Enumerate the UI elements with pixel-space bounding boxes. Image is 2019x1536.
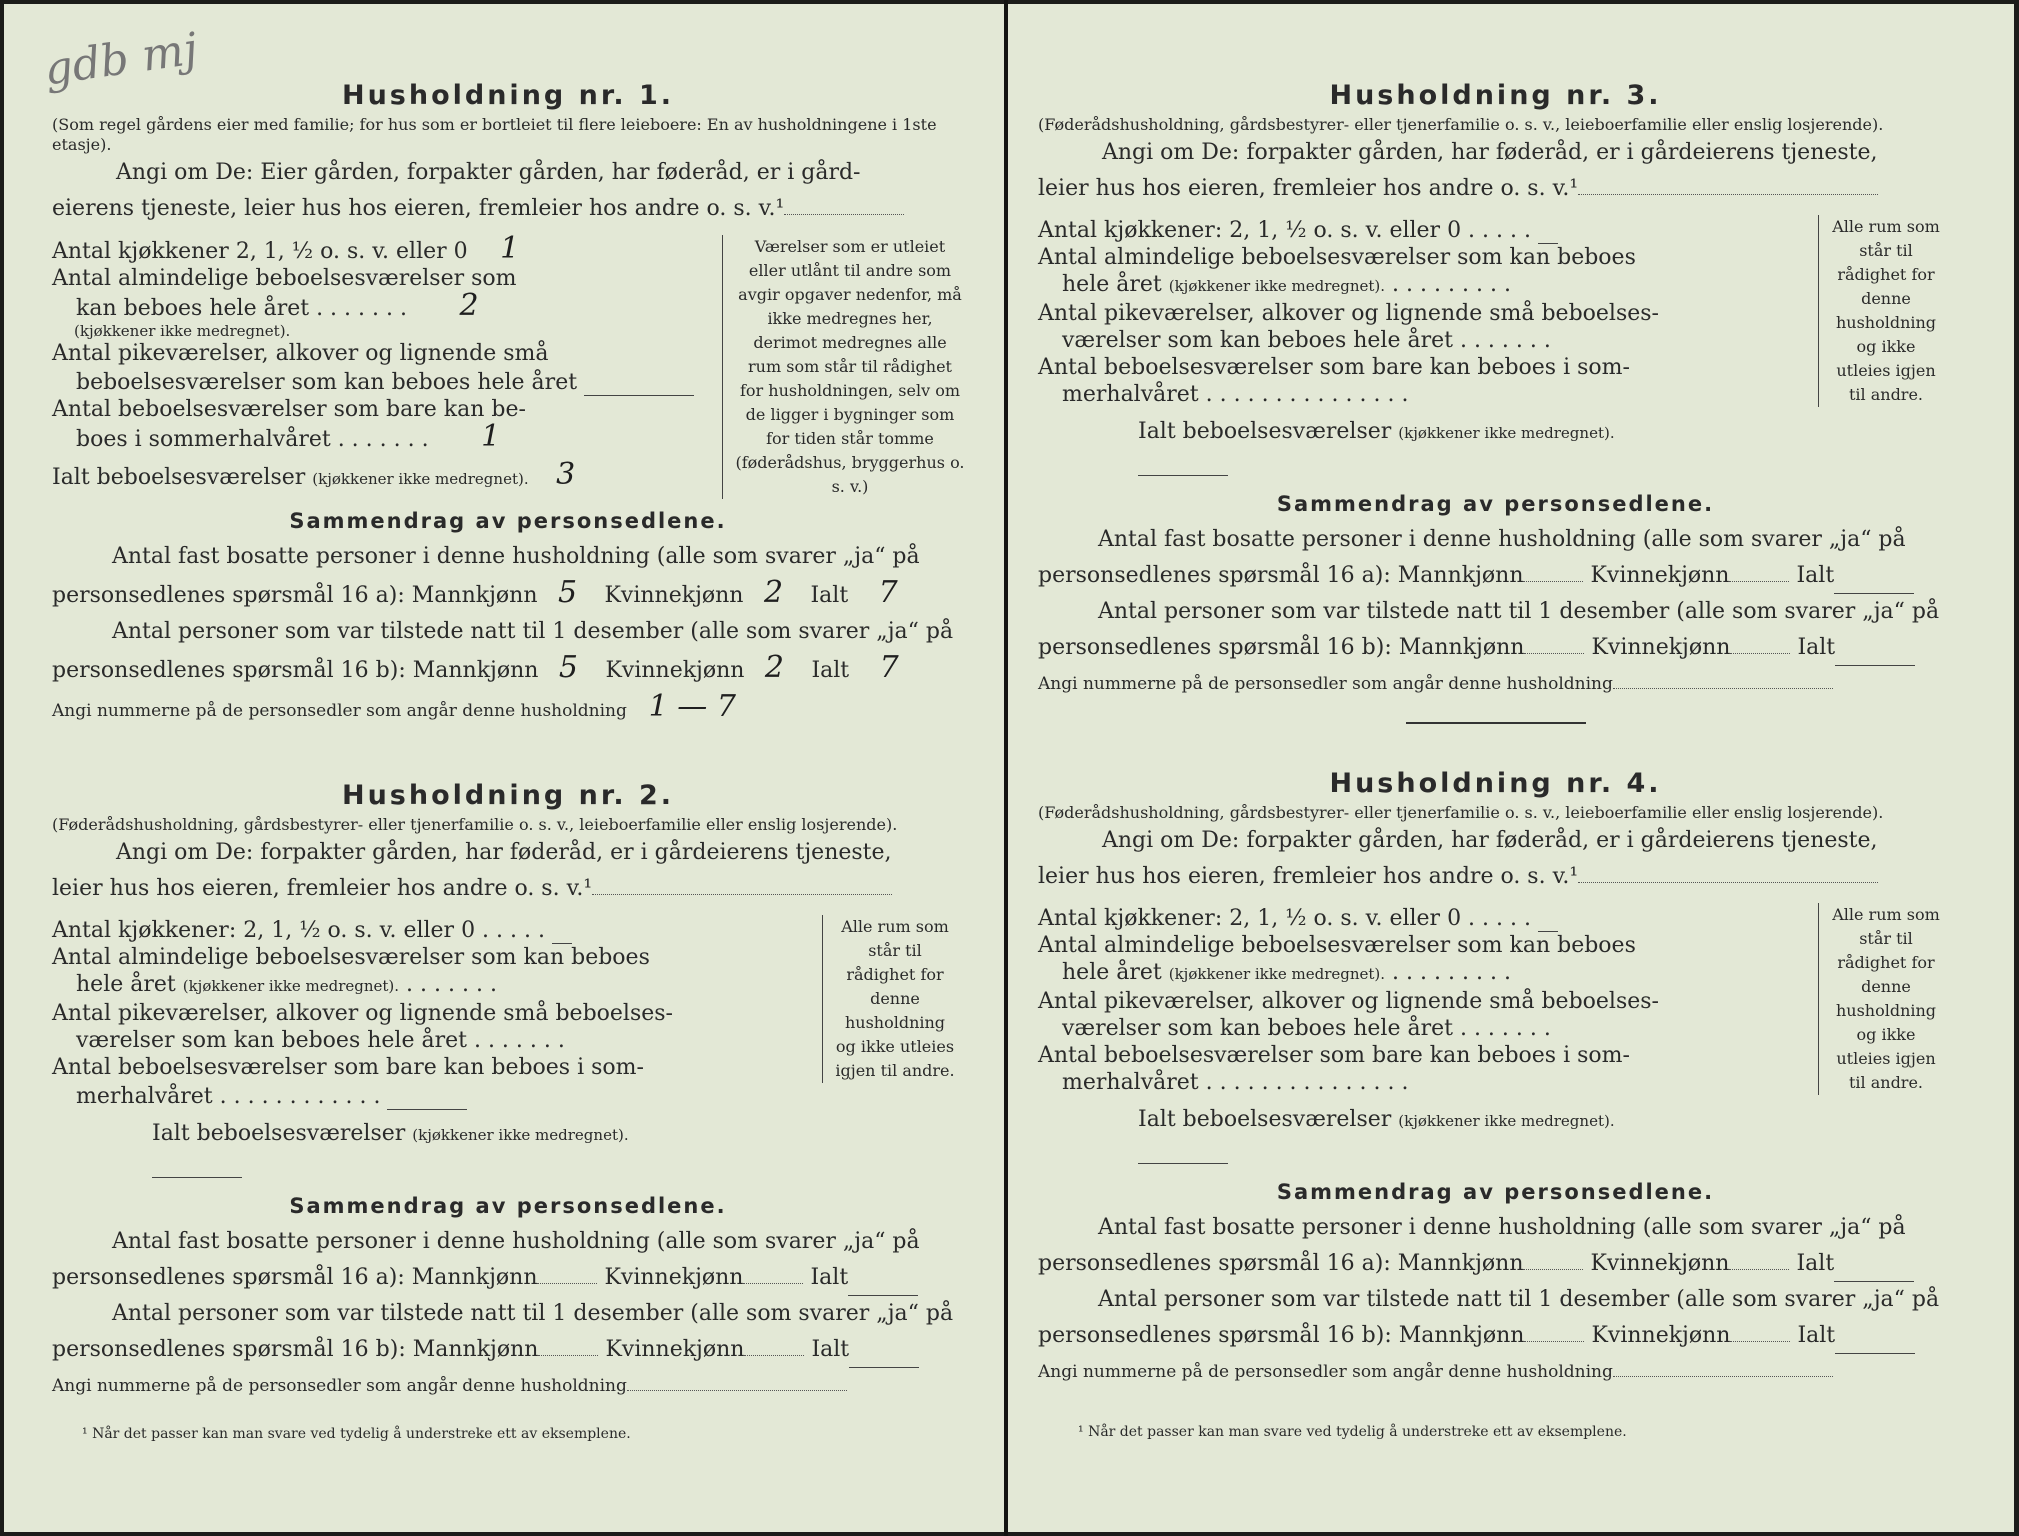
kitchens-row: Antal kjøkkener: 2, 1, ½ o. s. v. eller 0 . . . . .	[1038, 215, 1688, 244]
summary-title: Sammendrag av personsedlene.	[1276, 492, 1715, 516]
rooms-section: Antal kjøkkener: 2, 1, ½ o. s. v. eller 0 . . . . . Antal almindelige beboelsesværelser som kan beboes hele året (kjøkkener ikke medregnet). . . . . . . . . . Antal pikeværelser, alkover og lignende små beboelses- værelser som kan beboes hele året . . . . . . . Antal beboelsesværelser som bare kan beboes i som- merhalvåret . . . . . . . . . . . . . . . Ialt beboelsesværelser (kjøkkener ikke medregnet). Alle rum som står til rådighet for denne husholdning og ikke utleies igjen til andre.	[1038, 215, 1953, 476]
kitchens-row: Antal kjøkkener: 2, 1, ½ o. s. v. eller 0 . . . . .	[52, 915, 702, 944]
summer-rooms-row: Antal beboelsesværelser som bare kan beboes i som-	[52, 1055, 644, 1080]
summer-rooms-row: Antal beboelsesværelser som bare kan beboes i som-	[1038, 1043, 1630, 1068]
household-3: Husholdning nr. 3. (Føderådshusholdning, gårdsbestyrer- eller tjenerfamilie o. s. v., leieboerfamilie eller enslig losjerende). Angi om De: forpakter gården, har føderåd, er i gårdeierens tjeneste, leier hus hos eieren, fremleier hos andre o. s. v.¹ Antal kjøkkener: 2, 1, ½ o. s. v. eller 0 . . . . . Antal almindelige beboelsesværelser som kan beboes hele året (kjøkkener ikke medregnet). . . . . . . . . . Antal pikeværelser, alkover og lignende små beboelses- værelser som kan beboes hele året . . . . . . . Antal beboelsesværelser som bare kan beboes i som- merhalvåret . . . . . . . . . . . . . . . Ialt beboelsesværelser (kjøkkener ikke medregnet). Alle rum som står til rådighet for denne husholdning og ikke utleies igjen til andre. Sammendrag av personsedlene. Antal fast bosatte personer i denne husholdning (alle som svarer „ja“ på personsedlenes spørsmål 16 a): Mannkjønn Kvinnekjønn Ialt Antal personer som var tilstede natt til 1 desember (alle som svarer „ja“ på personsedlenes spørsmål 16 b): Mannkjønn Kvinnekjønn Ialt Angi nummerne på de personsedler som angår denne husholdning	[1038, 80, 1953, 724]
right-page	[1008, 4, 2014, 1532]
numbers-answer[interactable]: 1 — 7	[648, 689, 736, 724]
summer-rooms-answer[interactable]: 1	[481, 419, 501, 454]
household-title: Husholdning nr. 4.	[1329, 768, 1662, 799]
footnote: ¹ Når det passer kan man svare ved tydelig å understreke ett av eksemplene.	[1078, 1424, 1627, 1440]
household-title: Husholdning nr. 1.	[341, 80, 675, 111]
household-title: Husholdning nr. 2.	[341, 780, 675, 811]
present-row: personsedlenes spørsmål 16 b): Mannkjønn 5 Kvinnekjønn 2 Ialt 7	[52, 650, 964, 689]
ordinary-rooms-row: Antal almindelige beboelsesværelser som kan beboes	[1038, 245, 1636, 270]
maid-rooms-answer[interactable]	[584, 367, 694, 396]
side-note: Alle rum som står til rådighet for denne husholdning og ikke utleies igjen til andre.	[1818, 215, 1941, 407]
total-rooms-answer[interactable]: 3	[556, 457, 576, 492]
resident-total[interactable]: 7	[878, 575, 898, 610]
angi-line-2: eierens tjeneste, leier hus hos eieren, fremleier hos andre o. s. v.¹	[52, 191, 964, 227]
kitchens-row: Antal kjøkkener: 2, 1, ½ o. s. v. eller 0 . . . . .	[1038, 903, 1688, 932]
rooms-section: Antal kjøkkener 2, 1, ½ o. s. v. eller 0 1 Antal almindelige beboelsesværelser som kan beboes hele året . . . . . . . 2 (kjøkkener ikke medregnet). Antal pikeværelser, alkover og lignende små beboelsesværelser som kan beboes hele året Antal beboelsesværelser som bare kan be- boes i sommerhalvåret . . . . . . . 1 Ialt beboelsesværelser (kjøkkener ikke medregnet). 3 Værelser som er utleiet eller utlånt til andre som avgir opgaver nedenfor, må ikke medregnes her, derimot medregnes alle rum som står til rådighet for husholdningen, selv om de ligger i bygninger som for tiden står tomme (føderådshus, bryggerhus o. s. v.)	[52, 235, 964, 493]
maid-rooms-row: Antal pikeværelser, alkover og lignende små	[52, 341, 549, 366]
resident-male[interactable]: 5	[557, 575, 578, 610]
present-female[interactable]: 2	[764, 650, 784, 685]
resident-female[interactable]: 2	[763, 575, 784, 610]
total-rooms-row: Ialt beboelsesværelser (kjøkkener ikke medregnet).	[1038, 1106, 1688, 1164]
maid-rooms-row: Antal pikeværelser, alkover og lignende små beboelses-	[1038, 989, 1659, 1014]
total-rooms-row: Ialt beboelsesværelser (kjøkkener ikke medregnet). 3	[52, 461, 702, 493]
ordinary-rooms-row: Antal almindelige beboelsesværelser som kan beboes	[52, 945, 650, 970]
ordinary-rooms-answer[interactable]: 2	[459, 288, 479, 323]
summary-title: Sammendrag av personsedlene.	[1276, 1180, 1715, 1204]
left-page	[4, 4, 1004, 1532]
side-note: Alle rum som står til rådighet for denne husholdning og ikke utleies igjen til andre.	[822, 915, 955, 1083]
household-2: Husholdning nr. 2. (Føderådshusholdning, gårdsbestyrer- eller tjenerfamilie o. s. v., leieboerfamilie eller enslig losjerende). Angi om De: forpakter gården, har føderåd, er i gårdeierens tjeneste, leier hus hos eieren, fremleier hos andre o. s. v.¹ Antal kjøkkener: 2, 1, ½ o. s. v. eller 0 . . . . . Antal almindelige beboelsesværelser som kan beboes hele året (kjøkkener ikke medregnet). . . . . . . . Antal pikeværelser, alkover og lignende små beboelses- værelser som kan beboes hele året . . . . . . . Antal beboelsesværelser som bare kan beboes i som- merhalvåret . . . . . . . . . . . . Ialt beboelsesværelser (kjøkkener ikke medregnet). Alle rum som står til rådighet for denne husholdning og ikke utleies igjen til andre. Sammendrag av personsedlene. Antal fast bosatte personer i denne husholdning (alle som svarer „ja“ på personsedlenes spørsmål 16 a): Mannkjønn Kvinnekjønn Ialt Antal personer som var tilstede natt til 1 desember (alle som svarer „ja“ på personsedlenes spørsmål 16 b): Mannkjønn Kvinnekjønn Ialt Angi nummerne på de personsedler som angår denne husholdning	[52, 780, 964, 1404]
kitchens-answer[interactable]: 1	[500, 231, 520, 266]
present-total[interactable]: 7	[879, 650, 899, 685]
rooms-section: Antal kjøkkener: 2, 1, ½ o. s. v. eller 0 . . . . . Antal almindelige beboelsesværelser som kan beboes hele året (kjøkkener ikke medregnet). . . . . . . . . . Antal pikeværelser, alkover og lignende små beboelses- værelser som kan beboes hele året . . . . . . . Antal beboelsesværelser som bare kan beboes i som- merhalvåret . . . . . . . . . . . . . . . Ialt beboelsesværelser (kjøkkener ikke medregnet). Alle rum som står til rådighet for denne husholdning og ikke utleies igjen til andre.	[1038, 903, 1953, 1164]
kitchens-row: Antal kjøkkener 2, 1, ½ o. s. v. eller 0 1	[52, 235, 702, 265]
summer-rooms-row: Antal beboelsesværelser som bare kan beboes i som-	[1038, 355, 1630, 380]
household-note: (Som regel gårdens eier med familie; for hus som er bortleiet til flere leieboere: En av husholdningene i 1ste etasje).	[52, 115, 937, 154]
summary-title: Sammendrag av personsedlene.	[289, 509, 727, 533]
angi-line: Angi om De: Eier gården, forpakter gården, har føderåd, er i gård-	[116, 160, 861, 185]
footnote: ¹ Når det passer kan man svare ved tydelig å understreke ett av eksemplene.	[82, 1426, 631, 1442]
household-1: Husholdning nr. 1. (Som regel gårdens eier med familie; for hus som er bortleiet til flere leieboere: En av husholdningene i 1ste etasje). Angi om De: Eier gården, forpakter gården, har føderåd, er i gård- eierens tjeneste, leier hus hos eieren, fremleier hos andre o. s. v.¹ Antal kjøkkener 2, 1, ½ o. s. v. eller 0 1 Antal almindelige beboelsesværelser som kan beboes hele året . . . . . . . 2 (kjøkkener ikke medregnet). Antal pikeværelser, alkover og lignende små beboelsesværelser som kan beboes hele året Antal beboelsesværelser som bare kan be- boes i sommerhalvåret . . . . . . . 1 Ialt beboelsesværelser (kjøkkener ikke medregnet). 3 Værelser som er utleiet eller utlånt til andre som avgir opgaver nedenfor, må ikke medregnes her, derimot medregnes alle rum som står til rådighet for husholdningen, selv om de ligger i bygninger som for tiden står tomme (føderådshus, bryggerhus o. s. v.) Sammendrag av personsedlene. Antal fast bosatte personer i denne husholdning (alle som svarer „ja“ på personsedlenes spørsmål 16 a): Mannkjønn 5 Kvinnekjønn 2 Ialt 7 Antal personer som var tilstede natt til 1 desember (alle som svarer „ja“ på personsedlenes spørsmål 16 b): Mannkjønn 5 Kvinnekjønn 2 Ialt 7 Angi nummerne på de personsedler som angår denne husholdning 1 — 7	[52, 80, 964, 729]
maid-rooms-row: Antal pikeværelser, alkover og lignende små beboelses-	[52, 1001, 673, 1026]
household-note: (Føderådshusholdning, gårdsbestyrer- eller tjenerfamilie o. s. v., leieboerfamilie eller enslig losjerende).	[52, 815, 898, 834]
ordinary-rooms-row: Antal almindelige beboelsesværelser som	[52, 266, 517, 291]
resident-row: personsedlenes spørsmål 16 a): Mannkjønn 5 Kvinnekjønn 2 Ialt 7	[52, 575, 964, 614]
rooms-section: Antal kjøkkener: 2, 1, ½ o. s. v. eller 0 . . . . . Antal almindelige beboelsesværelser som kan beboes hele året (kjøkkener ikke medregnet). . . . . . . . Antal pikeværelser, alkover og lignende små beboelses- værelser som kan beboes hele året . . . . . . . Antal beboelsesværelser som bare kan beboes i som- merhalvåret . . . . . . . . . . . . Ialt beboelsesværelser (kjøkkener ikke medregnet). Alle rum som står til rådighet for denne husholdning og ikke utleies igjen til andre.	[52, 915, 964, 1178]
household-4: Husholdning nr. 4. (Føderådshusholdning, gårdsbestyrer- eller tjenerfamilie o. s. v., leieboerfamilie eller enslig losjerende). Angi om De: forpakter gården, har føderåd, er i gårdeierens tjeneste, leier hus hos eieren, fremleier hos andre o. s. v.¹ Antal kjøkkener: 2, 1, ½ o. s. v. eller 0 . . . . . Antal almindelige beboelsesværelser som kan beboes hele året (kjøkkener ikke medregnet). . . . . . . . . . Antal pikeværelser, alkover og lignende små beboelses- værelser som kan beboes hele året . . . . . . . Antal beboelsesværelser som bare kan beboes i som- merhalvåret . . . . . . . . . . . . . . . Ialt beboelsesværelser (kjøkkener ikke medregnet). Alle rum som står til rådighet for denne husholdning og ikke utleies igjen til andre. Sammendrag av personsedlene. Antal fast bosatte personer i denne husholdning (alle som svarer „ja“ på personsedlenes spørsmål 16 a): Mannkjønn Kvinnekjønn Ialt Antal personer som var tilstede natt til 1 desember (alle som svarer „ja“ på personsedlenes spørsmål 16 b): Mannkjønn Kvinnekjønn Ialt Angi nummerne på de personsedler som angår denne husholdning	[1038, 768, 1953, 1390]
summer-rooms-row: Antal beboelsesværelser som bare kan be-	[52, 397, 526, 422]
side-note: Alle rum som står til rådighet for denne husholdning og ikke utleies igjen til andre.	[1818, 903, 1941, 1095]
household-note: (Føderådshusholdning, gårdsbestyrer- eller tjenerfamilie o. s. v., leieboerfamilie eller enslig losjerende).	[1038, 803, 1884, 822]
section-divider	[1406, 722, 1586, 724]
total-rooms-row: Ialt beboelsesværelser (kjøkkener ikke medregnet).	[1038, 418, 1688, 476]
household-note: (Føderådshusholdning, gårdsbestyrer- eller tjenerfamilie o. s. v., leieboerfamilie eller enslig losjerende).	[1038, 115, 1884, 134]
present-male[interactable]: 5	[558, 650, 578, 685]
pencil-scribble: gdb mj	[41, 23, 201, 96]
numbers-row: Angi nummerne på de personsedler som angår denne husholdning 1 — 7	[52, 689, 964, 729]
side-note: Værelser som er utleiet eller utlånt til andre som avgir opgaver nedenfor, må ikke medregnes her, derimot medregnes alle rum som står til rådighet for husholdningen, selv om de ligger i bygninger som for tiden står tomme (føderådshus, bryggerhus o. s. v.)	[722, 235, 965, 499]
total-rooms-row: Ialt beboelsesværelser (kjøkkener ikke medregnet).	[52, 1120, 702, 1178]
household-title: Husholdning nr. 3.	[1329, 80, 1662, 111]
maid-rooms-row: Antal pikeværelser, alkover og lignende små beboelses-	[1038, 301, 1659, 326]
summary-title: Sammendrag av personsedlene.	[289, 1194, 727, 1218]
ordinary-rooms-row: Antal almindelige beboelsesværelser som kan beboes	[1038, 933, 1636, 958]
